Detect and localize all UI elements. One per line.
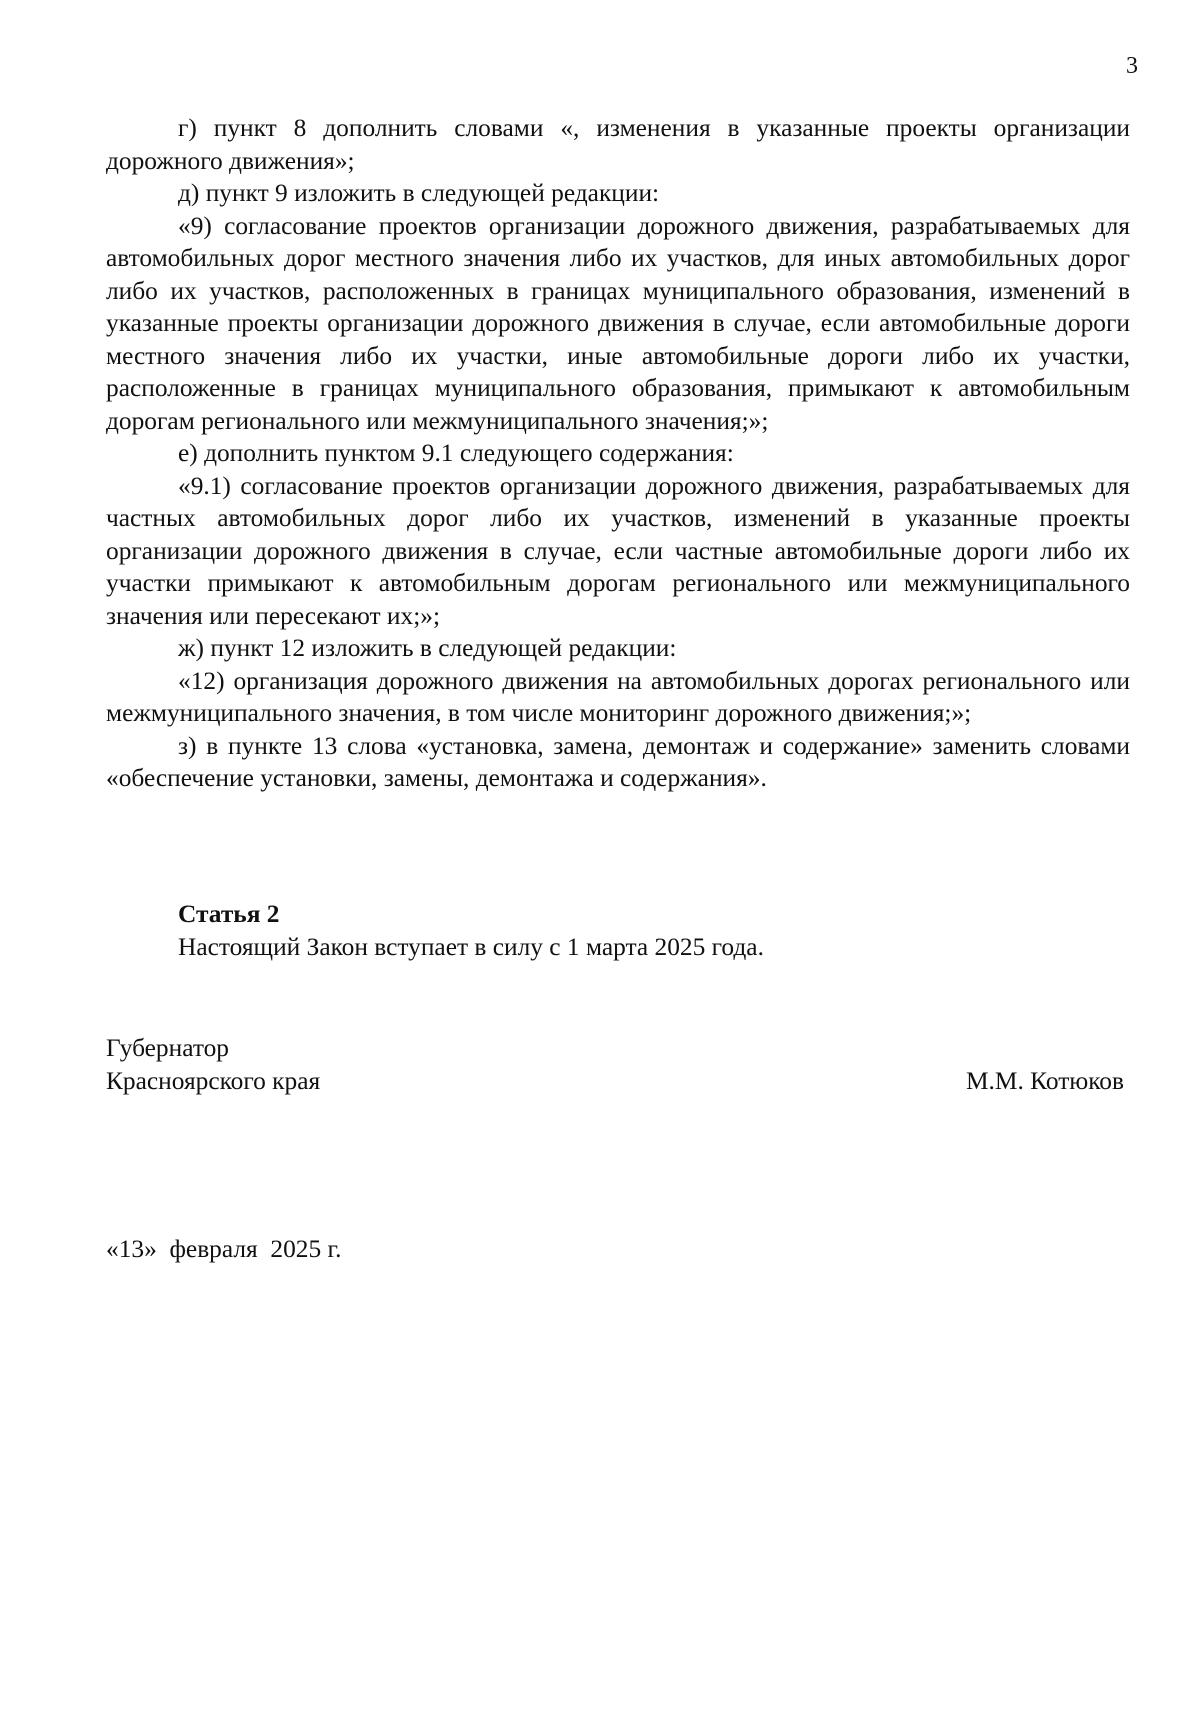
- article-text: Настоящий Закон вступает в силу с 1 марта 2025 года.: [178, 932, 764, 961]
- signing-date: «13» февраля 2025 г.: [106, 1235, 342, 1263]
- paragraph-item-9-1: «9.1) согласование проектов организации дорожного движения, разрабатываемых для частных автомобильных дорог либо их участков, изменений в указанные проекты организации дорожного движения в случае, если частные автомобильные дороги либо их участки примыкают к автомобильным дорогам регионального или межмуниципального значения или пересекают их;»;: [106, 471, 1130, 630]
- paragraph-item-9: «9) согласование проектов организации дорожного движения, разрабатываемых для автомобильных дорог местного значения либо их участков, для иных автомобильных дорог либо их участков, расположенных в границах муниципального образования, изменений в указанные проекты организации дорожного движения в случае, если автомобильные дороги местного значения либо их участки, иные автомобильные дороги либо их участки, расположенные в границах муниципального образования, примыкают к автомобильным дорогам регионального или межмуниципального значения;»;: [106, 211, 1130, 435]
- page-number: 3: [1126, 53, 1138, 79]
- paragraph-zh: ж) пункт 12 изложить в следующей редакции:: [178, 634, 677, 662]
- signatory-position-line2: Красноярского края: [106, 1067, 321, 1095]
- paragraph-d: д) пункт 9 изложить в следующей редакции:: [178, 179, 660, 207]
- amendments-text: [106, 112, 1130, 795]
- signatory-name: М.М. Котюков: [965, 1067, 1124, 1095]
- paragraph-item-12: «12) организация дорожного движения на автомобильных дорогах регионального или межмуниципального значения, в том числе мониторинг дорожного движения;»;: [106, 666, 1130, 727]
- article-title: Статья 2: [178, 900, 280, 928]
- signatory-position-line1: Губернатор: [106, 1034, 229, 1062]
- paragraph-z: з) в пункте 13 слова «установка, замена, демонтаж и содержание» заменить словами «обеспечение установки, замены, демонтажа и содержания».: [106, 731, 1130, 792]
- article-2: [178, 898, 1078, 963]
- paragraph-g: г) пункт 8 дополнить словами «, изменения в указанные проекты организации дорожного движения»;: [106, 114, 1130, 175]
- signature-block: [106, 1032, 1130, 1098]
- paragraph-e: е) дополнить пунктом 9.1 следующего содержания:: [178, 439, 734, 467]
